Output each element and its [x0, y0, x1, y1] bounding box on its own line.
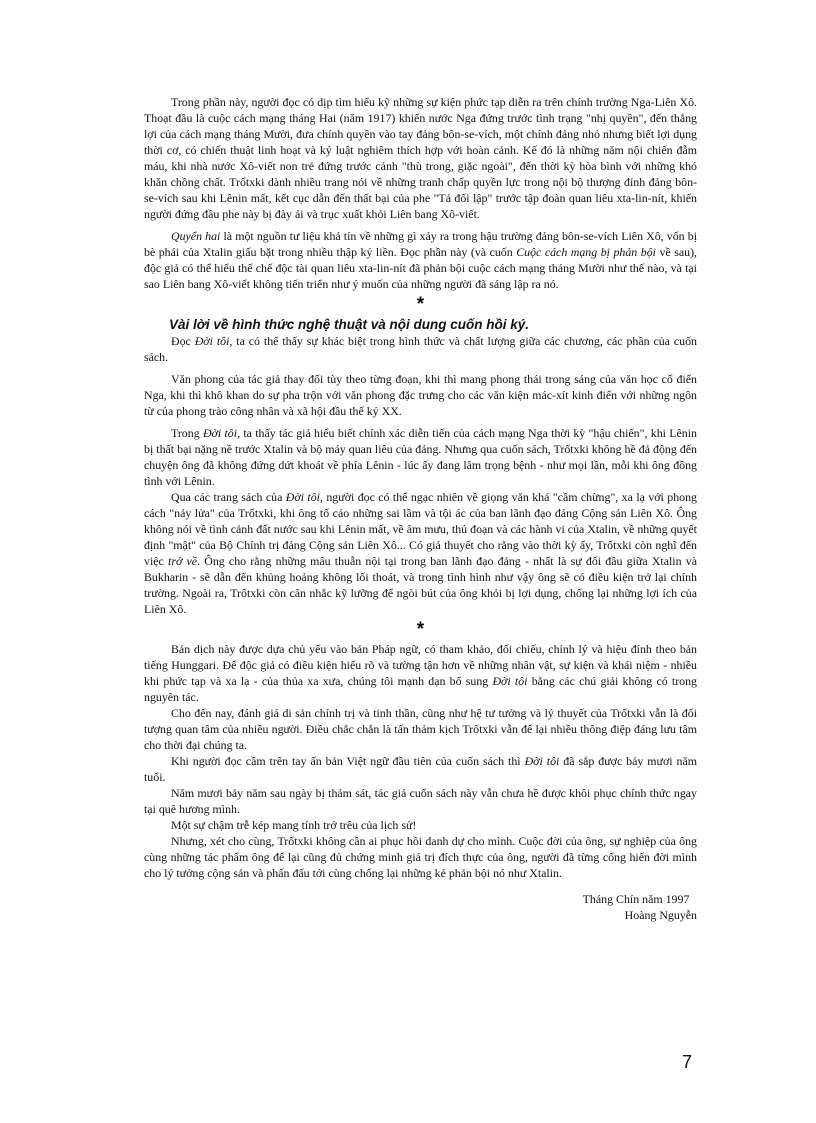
paragraph-part-two: [144, 228, 697, 292]
text-span: Bản dịch này được dựa chủ yếu vào bản Pháp ngữ, có tham khảo, đối chiếu, chỉnh lý và hiệu đính theo bản tiếng Hunggari. Để độc giả có điều kiện hiểu rõ và tường tận hơn về những nhân vật, sự kiện và khái niệm - nhiều khi phức tạp và xa lạ - của thủa xa xưa, chúng tôi mạnh dạn bổ sung: [144, 642, 697, 688]
italic-quyen-hai: Quyển hai: [171, 229, 221, 243]
signature-author: Hoàng Nguyễn: [624, 908, 697, 922]
text-span: . Ông cho rằng những mâu thuẫn nội tại trong ban lãnh đạo đảng - nhất là sự đối đầu giữa Xtalin và Bukharin - sẽ dẫn đến khủng hoảng không lối thoát, và trong tình hình như vậy ông sẽ có điều kiện trở lại chính trường. Ngoài ra, Trốtxki còn cân nhắc kỹ lưỡng để ngòi bút của ông khỏi bị lợi dụng, chống lại những lợi ích của Liên Xô.: [144, 554, 697, 616]
text-span: , ta thấy tác giả hiểu biết chính xác diễn tiến của cách mạng Nga thời kỳ "hậu chiến", khi Lênin bị thất bại nặng nề trước Xtalin và bộ máy quan liêu của đảng. Nhưng qua cuốn sách, Trốtxki không hề đả động đến chuyện ông đã không đứng dứt khoát về phía Lênin - lúc ấy đang lâm trọng bệnh - như mọi lần, mỗi khi ông đồng tình với Lênin.: [144, 426, 697, 488]
text-span: về sau), độc giả có thể hiểu thể chế độc tài quan liêu xta-lin-nít đã phản bội cuộc cách mạng tháng Mười như thế nào, và tại sao Liên bang Xô-viết không tiến triển như ý muốn của những người đã sáng lập ra nó.: [144, 245, 698, 291]
paragraph-style: Văn phong của tác giả thay đổi tùy theo từng đoạn, khi thì mang phong thái trong sáng của văn học cổ điển Nga, khi thì khô khan do sự pha trộn với văn phong đặc trưng cho các văn kiện mác-xít kinh điển với những ngôn từ của phong trào công nhân và xã hội đầu thế kỷ XX.: [144, 372, 697, 418]
italic-book-title: Cuộc cách mạng bị phản bội: [516, 245, 656, 259]
section-heading: Vài lời về hình thức nghệ thuật và nội dung cuốn hồi ký.: [169, 317, 529, 332]
paragraph-intro: [144, 333, 697, 365]
paragraph-legacy: Cho đến nay, đánh giá di sản chính trị và tinh thần, cũng như hệ tư tưởng và lý thuyết của Trốtxki vẫn là đối tượng quan tâm của nhiều người. Điều chắc chắn là tấn thảm kịch Trốtxki vẫn để lại nhiều thông điệp đáng lưu tâm cho thời đại chúng ta.: [144, 706, 697, 752]
section-separator: *: [416, 619, 425, 640]
text-span: Trong: [171, 426, 203, 440]
signature-date: Tháng Chín năm 1997: [582, 892, 690, 906]
text-span: bằng các chú giải không có trong nguyên tác.: [144, 674, 697, 704]
paragraph-irony: Một sự chậm trễ kép mang tính trớ trêu của lịch sử!: [171, 818, 417, 832]
signature-block: [144, 891, 697, 923]
text-span: là một nguồn tư liệu khả tín về những gì xảy ra trong hậu trường đảng bôn-se-vích Liên Xô, vốn bị bè phái của Xtalin giấu bặt trong nhiều thập kỷ liền. Đọc phần này (và cuốn: [144, 229, 697, 259]
italic-book-title: Đời tôi: [285, 490, 320, 504]
italic-tro-ve: trở về: [168, 554, 198, 568]
paragraph-conclusion: Nhưng, xét cho cùng, Trốtxki không cần ai phục hồi danh dự cho mình. Cuộc đời của ông, sự nghiệp của ông cùng những tác phẩm ông để lại cũng đủ chứng minh giá trị đích thực của ông, người đã từng cống hiến đời mình cho lý tưởng cộng sản và phấn đấu tới cùng chống lại những kẻ phản bội nó như Xtalin.: [144, 834, 697, 880]
italic-book-title: Đời tôi: [524, 754, 560, 768]
section-separator: *: [416, 294, 425, 315]
italic-book-title: Đời tôi: [194, 334, 230, 348]
paragraph-rehabilitation: Năm mươi bảy năm sau ngày bị thảm sát, tác giả cuốn sách này vẫn chưa hề được khôi phục chính thức ngay tại quê hương mình.: [144, 786, 697, 816]
italic-book-title: Đời tôi: [202, 426, 238, 440]
text-span: Khi người đọc cầm trên tay ấn bản Việt ngữ đầu tiên của cuốn sách thì: [171, 754, 525, 768]
paragraph-seventy-years: [144, 753, 697, 785]
text-span: , người đọc có thể ngạc nhiên về giọng văn khá "cầm chừng", xa lạ với phong cách "nảy lửa" của Trốtxki, khi ông tố cáo những sai lầm và tội ác của ban lãnh đạo đảng Cộng sản Liên Xô. Ông không nói về tình cảnh đất nước sau khi Lênin mất, về âm mưu, thủ đoạn và các hành vi của Xtalin, về những quyết định "mật" của Bộ Chính trị đảng Cộng sản Liên Xô... Có giả thuyết cho rằng vào thời kỳ ấy, Trốtxki còn nghĩ đến việc: [144, 490, 697, 568]
paragraph-lenin: [144, 425, 697, 489]
text-span: đã sắp được bảy mươi năm tuổi.: [144, 754, 698, 784]
document-page: [144, 94, 697, 923]
paragraph-translation: [144, 641, 697, 705]
text-span: Qua các trang sách của: [171, 490, 286, 504]
paragraph-part-one-summary: Trong phần này, người đọc có dịp tìm hiểu kỹ những sự kiện phức tạp diễn ra trên chính trường Nga-Liên Xô. Thoạt đầu là cuộc cách mạng tháng Hai (năm 1917) khiến nước Nga đứng trước tình trạng "nhị quyền", đến thắng lợi của cách mạng tháng Mười, đưa chính quyền vào tay đảng bôn-se-vích, một chính đảng nhỏ nhưng biết lợi dụng thời cơ, có chiến thuật linh hoạt và kỷ luật nghiêm thích hợp với hoàn cảnh. Kế đó là những năm nội chiến đẫm máu, khi nhà nước Xô-viết non trẻ đứng trước cảnh "thù trong, giặc ngoài", đến thời kỳ hòa bình với những khó khăn chồng chất. Trốtxki dành nhiều trang nói về những tranh chấp quyền lực trong nội bộ thượng đỉnh đảng bôn-se-vích sau khi Lênin mất, kết cục dẫn đến thất bại của phe "Tả đối lập" trước tập đoàn quan liêu xta-lin-nít, khiến người đứng đầu phe này bị đày ải và trục xuất khỏi Liên bang Xô-viết.: [144, 95, 697, 221]
text-span: Đọc: [171, 334, 195, 348]
page-number: 7: [682, 1052, 693, 1072]
italic-book-title: Đời tôi: [492, 674, 528, 688]
paragraph-tone: [144, 489, 697, 617]
text-span: , ta có thể thấy sự khác biệt trong hình thức và chất lượng giữa các chương, các phần của cuốn sách.: [144, 334, 697, 364]
